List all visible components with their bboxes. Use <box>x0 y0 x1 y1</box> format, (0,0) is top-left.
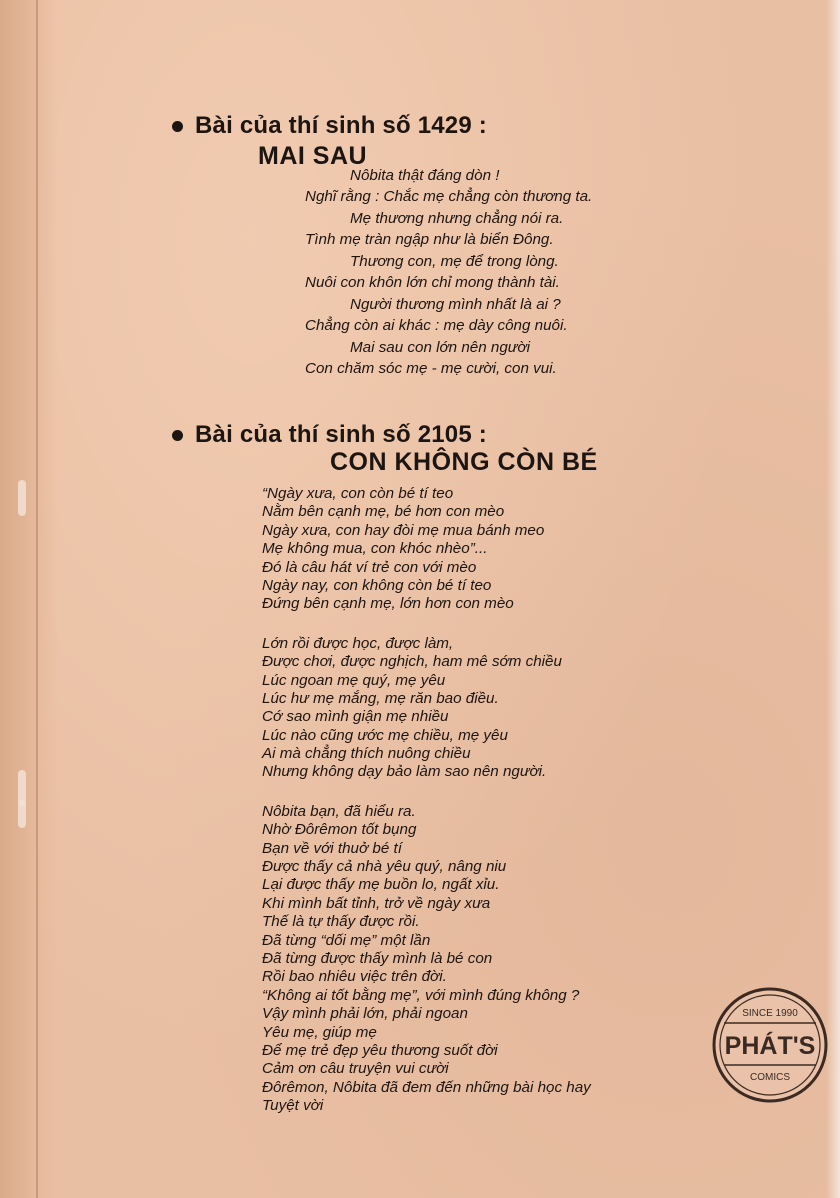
paper-tear <box>18 800 26 828</box>
poem-line: Mai sau con lớn nên người <box>350 339 530 356</box>
poem-line: Yêu mẹ, giúp mẹ <box>262 1023 377 1041</box>
poem-line: Nằm bên cạnh mẹ, bé hơn con mèo <box>262 503 505 521</box>
phats-comics-stamp <box>710 985 830 1105</box>
poem-2-body <box>262 484 591 1136</box>
poem-line: Ngày xưa, con hay đòi mẹ mua bánh meo <box>262 521 545 539</box>
poem-line: Cảm ơn câu truyện vui cười <box>262 1060 449 1078</box>
poem-line: Ngày nay, con không còn bé tí teo <box>262 576 492 594</box>
poem-line: Lại được thấy mẹ buồn lo, ngất xỉu. <box>262 876 500 894</box>
poem-line: Tuyệt vời <box>262 1097 324 1115</box>
poem-line: Con chăm sóc mẹ - mẹ cười, con vui. <box>305 360 557 377</box>
poem-line: Đôrêmon, Nôbita đã đem đến những bài học hay <box>262 1078 591 1096</box>
bullet-icon <box>172 430 183 441</box>
poem-line: Lúc ngoan mẹ quý, mẹ yêu <box>262 671 446 689</box>
poem-line: Mẹ không mua, con khóc nhèo”... <box>262 540 488 558</box>
poem-line: Ai mà chẳng thích nuông chiều <box>262 745 471 763</box>
poem-line: Cớ sao mình giận mẹ nhiều <box>262 708 449 726</box>
poem-line: Nhờ Đôrêmon tốt bụng <box>262 821 417 839</box>
paper-tear <box>18 480 26 516</box>
poem-line: Thế là tự thấy được rồi. <box>262 913 420 931</box>
poem-line: Người thương mình nhất là ai ? <box>350 296 561 313</box>
poem-line: Lúc hư mẹ mắng, mẹ răn bao điều. <box>262 689 499 707</box>
section-1-heading <box>172 112 487 140</box>
poem-line: Đứng bên cạnh mẹ, lớn hơn con mèo <box>262 595 514 613</box>
poem-line: Nghĩ rằng : Chắc mẹ chẳng còn thương ta. <box>305 188 593 205</box>
page-spine <box>0 0 58 1198</box>
poem-line: Lúc nào cũng ước mẹ chiều, mẹ yêu <box>262 726 508 744</box>
section-1-heading-text: Bài của thí sinh số 1429 : <box>195 112 487 139</box>
stamp-name-text: PHÁT'S <box>724 1032 816 1060</box>
poem-line: “Ngày xưa, con còn bé tí teo <box>262 485 454 502</box>
poem-line: Nhưng không dạy bảo làm sao nên người. <box>262 763 547 781</box>
stanza-2 <box>262 634 591 781</box>
poem-line: “Không ai tốt bằng mẹ”, với mình đúng không ? <box>262 986 580 1004</box>
poem-line: Lớn rồi được học, được làm, <box>262 634 454 652</box>
poem-line: Rồi bao nhiêu việc trên đời. <box>262 968 447 986</box>
bullet-icon <box>172 121 183 132</box>
spine-crease <box>36 0 38 1198</box>
stamp-comics-text: COMICS <box>750 1072 790 1083</box>
poem-line: Tình mẹ tràn ngập như là biển Đông. <box>305 231 554 248</box>
poem-line: Đã từng “dối mẹ” một lần <box>262 931 431 949</box>
poem-line: Chẳng còn ai khác : mẹ dày công nuôi. <box>305 317 568 334</box>
stanza-1 <box>262 484 591 613</box>
stamp-since-text: SINCE 1990 <box>742 1008 798 1019</box>
poem-line: Đã từng được thấy mình là bé con <box>262 949 493 967</box>
poem-1-title: MAI SAU <box>258 142 368 170</box>
poem-line: Được chơi, được nghịch, ham mê sớm chiều <box>262 653 562 671</box>
poem-line: Được thấy cả nhà yêu quý, nâng niu <box>262 858 507 876</box>
poem-line: Để mẹ trẻ đẹp yêu thương suốt đời <box>262 1041 498 1059</box>
section-2-heading <box>172 421 487 449</box>
stanza-3 <box>262 802 591 1115</box>
poem-line: Mẹ thương nhưng chẳng nói ra. <box>350 210 564 227</box>
section-2-heading-text: Bài của thí sinh số 2105 : <box>195 421 487 448</box>
poem-line: Thương con, mẹ để trong lòng. <box>350 253 559 270</box>
poem-line: Vậy mình phải lớn, phải ngoan <box>262 1005 468 1023</box>
poem-line: Bạn về với thuở bé tí <box>262 839 402 857</box>
poem-line: Đó là câu hát ví trẻ con với mèo <box>262 558 477 576</box>
poem-line: Nuôi con khôn lớn chỉ mong thành tài. <box>305 274 560 291</box>
poem-2-title: CON KHÔNG CÒN BÉ <box>330 448 598 476</box>
poem-line: Nôbita bạn, đã hiểu ra. <box>262 802 416 820</box>
poem-line: Khi mình bất tỉnh, trở về ngày xưa <box>262 894 491 912</box>
poem-line: Nôbita thật đáng dòn ! <box>350 167 500 184</box>
